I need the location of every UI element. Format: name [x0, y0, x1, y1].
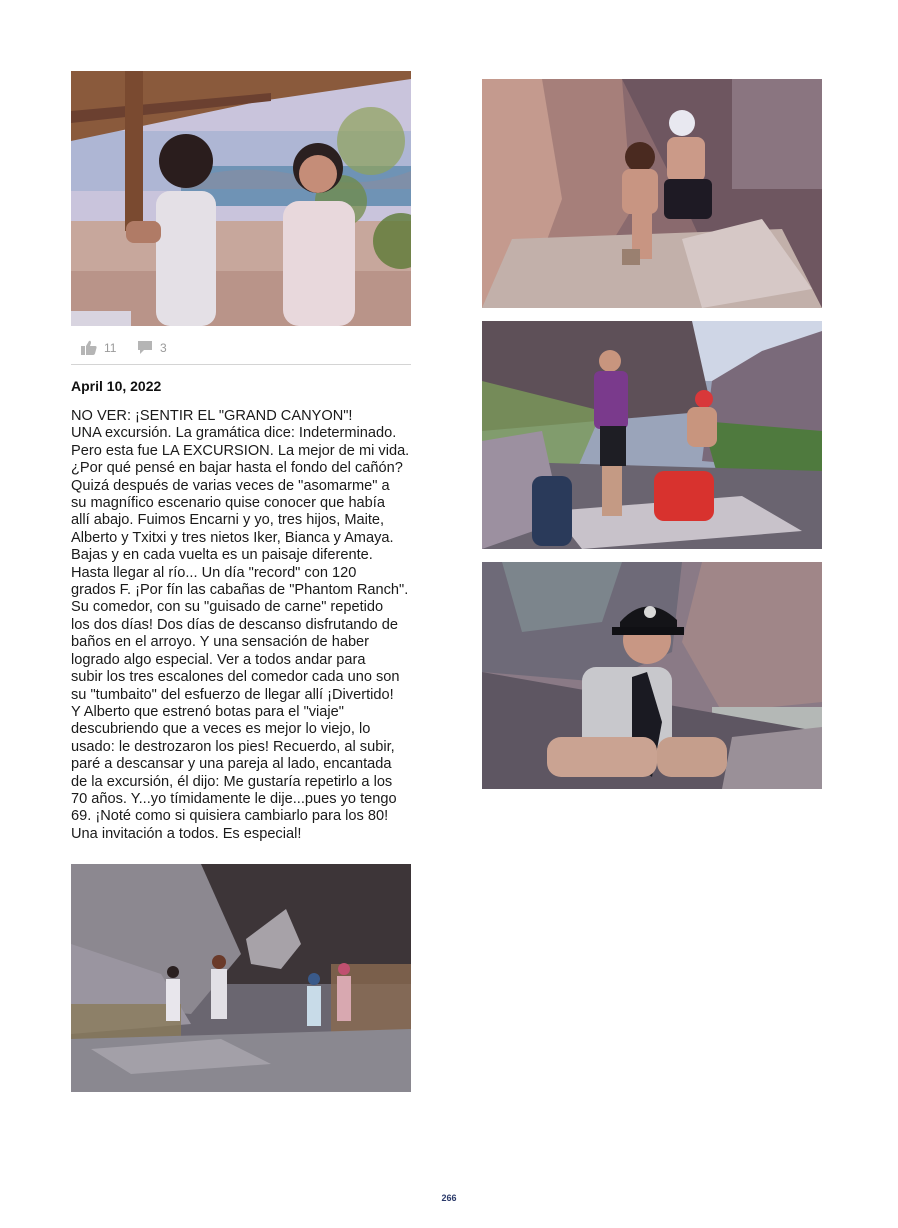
like-count: 11 [104, 340, 117, 355]
photo-hikers-trail [71, 864, 411, 1092]
like-button[interactable] [81, 340, 116, 355]
thumbs-up-icon [81, 340, 97, 355]
photo-girl-with-cap [482, 562, 822, 789]
comment-count: 3 [160, 340, 167, 355]
post-text: NO VER: ¡SENTIR EL "GRAND CANYON"! UNA excursión. La gramática dice: Indeterminado. Pero esta fue LA EXCURSION. La mejor de mi vida. ¿Por qué pensé en bajar hasta el fondo del cañón? Quizá después de varias veces de "asomarme" a su magnífico escenario quise conocer que había allí abajo. Fuimos Encarni y yo, tres hijos, Maite, Alberto y Txitxi y tres nietos Iker, Bianca y Amaya. Bajas y en cada vuelta es un paisaje diferente. Hasta llegar al río... Un día "record" con 120 grados F. ¡Por fín las cabañas de "Phantom Ranch". Su comedor, con su "guisado de carne" repetido los dos días! Dos días de descanso disfrutando de baños en el arroyo. Y una sensación de haber logrado algo especial. Ver a todos andar para subir los tres escalones del comedor cada uno son su "tumbaito" del esfuerzo de llegar allí ¡Divertido! Y Alberto que estrenó botas para el "viaje" descubriendo que a veces es mejor lo viejo, lo usado: le destrozaron los pies! Recuerdo, al subir, paré a descansar y una pareja al lado, encantada de la excursión, él dijo: Me gustaría repetirlo a los 70 años. Y...yo tímidamente le dije...pues yo tengo 69. ¡Noté como si quisiera cambiarlo para los 80! Una invitación a todos. Es especial! [71, 408, 410, 842]
speech-bubble-icon [137, 340, 153, 355]
post-date: April 10, 2022 [71, 378, 162, 394]
post-reactions [71, 333, 411, 365]
photo-couple-terrace [71, 71, 411, 326]
photo-girls-resting [482, 79, 822, 308]
page-number: 266 [441, 1193, 457, 1203]
photo-men-resting [482, 321, 822, 549]
comment-button[interactable] [137, 340, 167, 355]
